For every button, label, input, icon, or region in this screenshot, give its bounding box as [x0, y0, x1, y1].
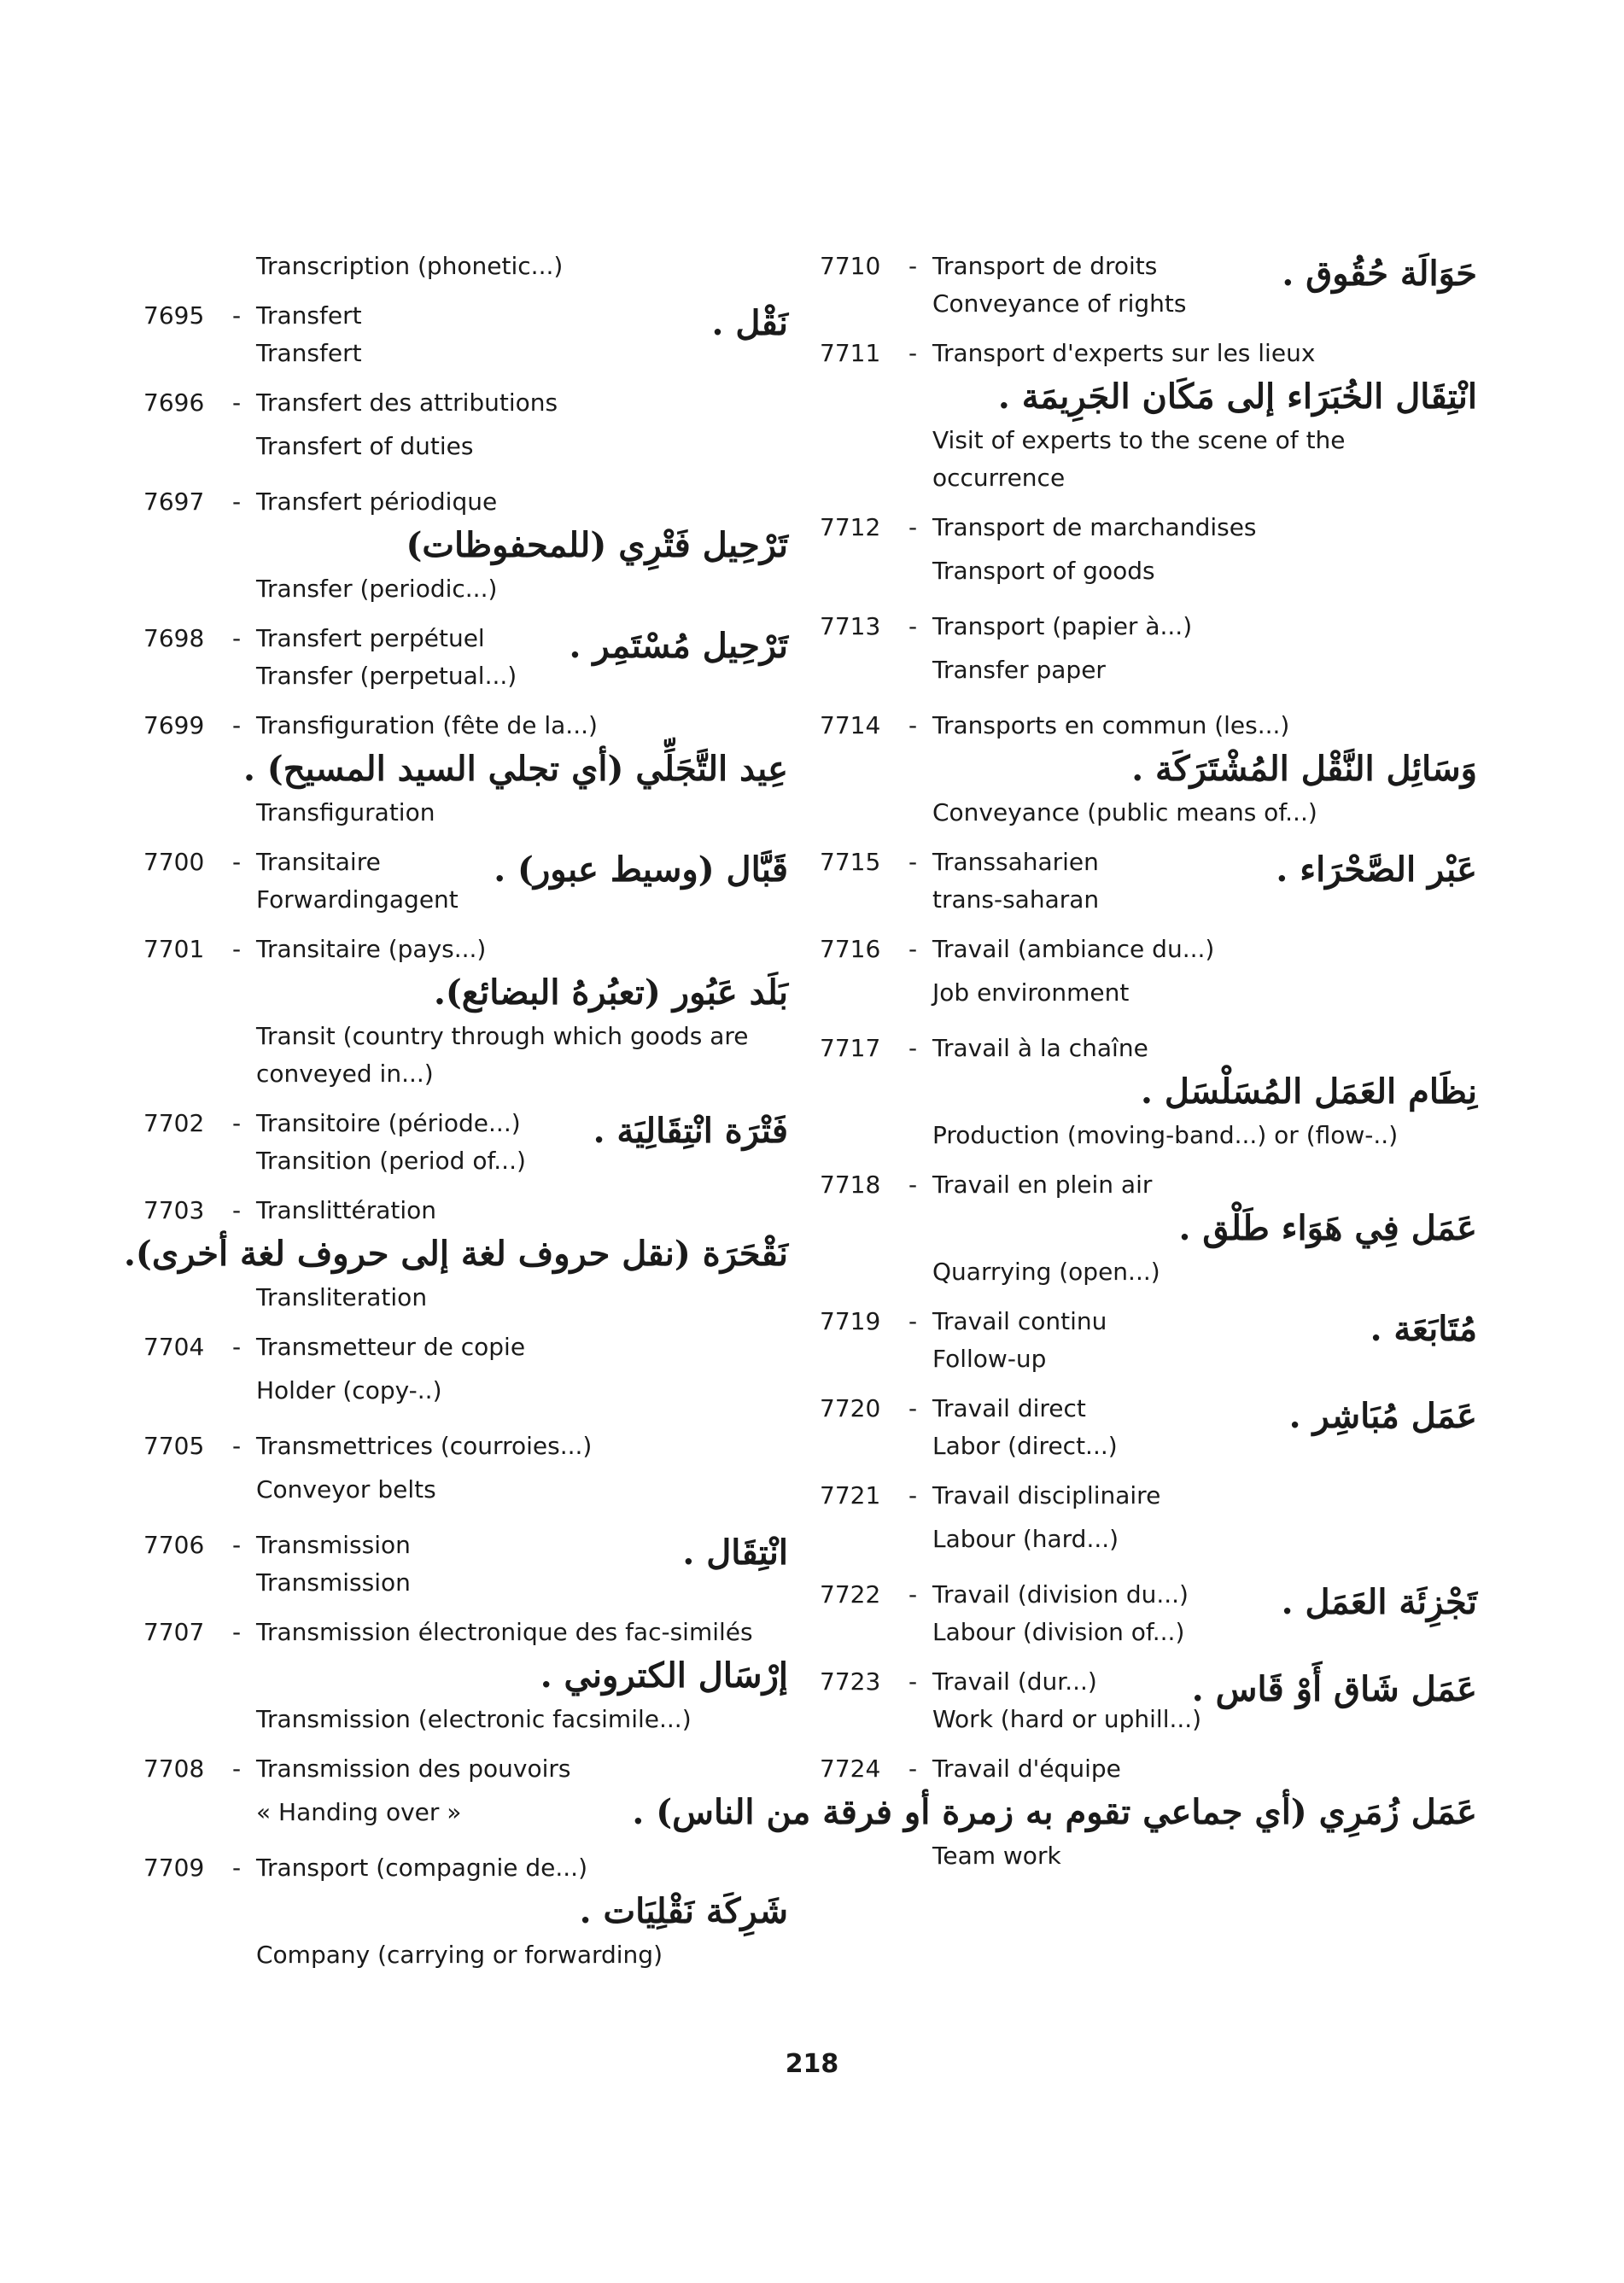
- entry-term-english: Company (carrying or forwarding): [256, 1941, 663, 1969]
- entry-term-english: Visit of experts to the scene of the occurrence: [932, 426, 1346, 492]
- dictionary-entry: [820, 1303, 1477, 1378]
- entry-spacer: [820, 323, 1477, 335]
- entry-number: 7709: [143, 1854, 205, 1882]
- dictionary-entry: [820, 1030, 1477, 1154]
- entry-dash: -: [232, 1854, 242, 1882]
- entry-term-arabic: قَبَّال (وسيط عبور) .: [494, 850, 788, 890]
- entry-dash: -: [232, 1333, 242, 1361]
- entry-spacer: [143, 1093, 788, 1105]
- entry-dash: -: [908, 1034, 918, 1062]
- entry-term-english: Holder (copy-..): [256, 1376, 442, 1404]
- entry-spacer: [820, 1738, 1477, 1750]
- dictionary-entry: [820, 509, 1477, 596]
- entry-spacer: [143, 919, 788, 931]
- entry-number: 7707: [143, 1618, 205, 1646]
- dictionary-entry: [143, 1527, 788, 1602]
- dictionary-entry: [143, 483, 788, 608]
- dictionary-entry: [820, 931, 1477, 1018]
- entry-term-english: Work (hard or uphill...): [932, 1705, 1202, 1733]
- entry-term-english: Transfer (perpetual...): [256, 662, 517, 690]
- entry-number: 7724: [820, 1755, 881, 1783]
- entry-term-english: Forwardingagent: [256, 885, 459, 914]
- entry-head: [820, 931, 1477, 968]
- entry-term-english: Conveyor belts: [256, 1475, 436, 1504]
- entry-term-french: Transitaire (pays...): [256, 935, 487, 963]
- entry-dash: -: [232, 488, 242, 516]
- entry-spacer: [820, 1564, 1477, 1576]
- entry-head: [143, 483, 788, 521]
- page-number: 218: [785, 2049, 839, 2079]
- entry-head: [820, 335, 1477, 372]
- entry-number: 7713: [820, 612, 881, 640]
- entry-term-arabic: عَمَل فِي هَوَاء طَلْق .: [1178, 1208, 1477, 1248]
- entry-term-english: Transition (period of...): [256, 1147, 526, 1175]
- entry-term-arabic: شَرِكَة نَقْلِيَات .: [579, 1891, 788, 1931]
- entry-dash: -: [232, 1531, 242, 1559]
- dictionary-entry: [143, 620, 788, 695]
- dictionary-entry: [143, 1428, 788, 1515]
- entry-spacer: [143, 608, 788, 620]
- entry-head: [820, 509, 1477, 546]
- entry-term-french: Travail continu: [932, 1307, 1107, 1335]
- entry-spacer: [820, 1378, 1477, 1390]
- entry-number: 7717: [820, 1034, 881, 1062]
- entry-term-arabic: عَبْر الصَّحْرَاء .: [1276, 850, 1477, 890]
- entry-dash: -: [908, 1755, 918, 1783]
- entry-term-english: Transmission (electronic facsimile...): [256, 1705, 692, 1733]
- entry-term-french: Transcription (phonetic...): [256, 252, 564, 280]
- dictionary-entry: [820, 844, 1477, 919]
- entry-term-english: Transfer (periodic...): [256, 575, 498, 603]
- entry-term-arabic: بَلَد عَبُور (تعبُرهُ البضائع).: [433, 972, 788, 1013]
- entry-term-french: Travail (ambiance du...): [932, 935, 1215, 963]
- entry-spacer: [820, 1875, 1477, 1887]
- entry-spacer: [143, 372, 788, 384]
- entry-term-arabic: إرْسَال الكتروني .: [540, 1655, 788, 1696]
- entry-spacer: [820, 1018, 1477, 1030]
- entry-number: 7700: [143, 848, 205, 876]
- entry-dash: -: [908, 252, 918, 280]
- entry-head: [143, 1428, 788, 1465]
- entry-dash: -: [232, 1196, 242, 1224]
- entry-number: 7702: [143, 1109, 205, 1137]
- entry-spacer: [143, 695, 788, 707]
- entry-term-french: Travail à la chaîne: [932, 1034, 1148, 1062]
- entry-term-arabic: عَمَل مُبَاشِر .: [1288, 1396, 1477, 1436]
- entry-number: 7712: [820, 513, 881, 541]
- entry-dash: -: [908, 848, 918, 876]
- entry-head: [143, 1328, 788, 1366]
- entry-term-arabic: تَرْحِيل مُسْتَمِر .: [569, 626, 788, 666]
- entry-term-french: Transmettrices (courroies...): [256, 1432, 593, 1460]
- entry-spacer: [820, 1154, 1477, 1166]
- entry-term-arabic: عَمَل زُمَرِي (أي جماعي تقوم به زمرة أو فرقة من الناس) .: [632, 1792, 1477, 1832]
- entry-term-english: Conveyance of rights: [932, 289, 1187, 318]
- entry-number: 7714: [820, 711, 881, 739]
- entry-head: [143, 1750, 788, 1788]
- entry-term-english: « Handing over »: [256, 1798, 462, 1826]
- entry-number: 7708: [143, 1755, 205, 1783]
- entry-term-english: Conveyance (public means of...): [932, 798, 1317, 826]
- entry-number: 7711: [820, 339, 881, 367]
- entry-spacer: [820, 497, 1477, 509]
- entry-dash: -: [908, 1307, 918, 1335]
- entry-dash: -: [232, 1618, 242, 1646]
- entry-number: 7721: [820, 1481, 881, 1509]
- entry-number: 7697: [143, 488, 205, 516]
- entry-dash: -: [908, 612, 918, 640]
- entry-term-french: Transsaharien: [932, 848, 1099, 876]
- dictionary-entry: [820, 1576, 1477, 1651]
- entry-term-french: Transitoire (période...): [256, 1109, 521, 1137]
- entry-spacer: [143, 1738, 788, 1750]
- entry-term-arabic: انْتِقَال .: [682, 1533, 788, 1573]
- entry-term-english: trans-saharan: [932, 885, 1100, 914]
- entry-term-french: Transfert perpétuel: [256, 624, 485, 652]
- entry-number: 7716: [820, 935, 881, 963]
- entry-number: 7701: [143, 935, 205, 963]
- entry-term-french: Transmission des pouvoirs: [256, 1755, 571, 1783]
- entry-term-arabic: وَسَائِل النَّقْل المُشْتَرَكَة .: [1131, 749, 1477, 789]
- entry-number: 7696: [143, 388, 205, 417]
- dictionary-entry: [143, 844, 788, 919]
- entry-dash: -: [908, 1394, 918, 1422]
- entry-spacer: [820, 1291, 1477, 1303]
- entry-term-arabic: نِظَام العَمَل المُسَلْسَل .: [1141, 1071, 1477, 1112]
- entry-spacer: [820, 695, 1477, 707]
- entry-term-english: Transfiguration: [256, 798, 435, 826]
- entry-spacer: [143, 1602, 788, 1614]
- entry-term-french: Transitaire: [256, 848, 381, 876]
- entry-term-english: Transmission: [256, 1568, 411, 1597]
- entry-spacer: [820, 919, 1477, 931]
- entry-spacer: [143, 1974, 788, 1986]
- entry-term-english: Transfert: [256, 339, 362, 367]
- dictionary-entry: [143, 248, 788, 285]
- left-column: [123, 248, 788, 1986]
- entry-term-french: Transfert: [256, 301, 362, 330]
- dictionary-entry: [143, 707, 788, 832]
- entry-term-french: Transport d'experts sur les lieux: [932, 339, 1316, 367]
- entry-spacer: [143, 832, 788, 844]
- entry-term-french: Transfert périodique: [256, 488, 498, 516]
- entry-head: [820, 707, 1477, 744]
- entry-dash: -: [232, 301, 242, 330]
- entry-number: 7719: [820, 1307, 881, 1335]
- dictionary-entry: [143, 1105, 788, 1180]
- entry-number: 7699: [143, 711, 205, 739]
- entry-term-french: Transports en commun (les...): [932, 711, 1290, 739]
- dictionary-entry: [820, 1477, 1477, 1564]
- entry-term-english: Labour (hard...): [932, 1525, 1119, 1553]
- entry-term-french: Transfert des attributions: [256, 388, 558, 417]
- dictionary-entry: [143, 1614, 788, 1738]
- entry-head: [820, 608, 1477, 645]
- dictionary-entry: [143, 384, 788, 471]
- dictionary-entry: [820, 707, 1477, 832]
- entry-head: [143, 248, 788, 285]
- entry-term-french: Travail (division du...): [932, 1580, 1189, 1609]
- entry-term-french: Transport (compagnie de...): [256, 1854, 587, 1882]
- entry-number: 7723: [820, 1667, 881, 1696]
- entry-number: 7695: [143, 301, 205, 330]
- entry-dash: -: [908, 935, 918, 963]
- dictionary-entry: [632, 1750, 1477, 1875]
- entry-spacer: [820, 832, 1477, 844]
- entry-spacer: [143, 1515, 788, 1527]
- entry-dash: -: [232, 848, 242, 876]
- entry-term-english: Transit (country through which goods are conveyed in...): [256, 1022, 749, 1088]
- entry-number: 7722: [820, 1580, 881, 1609]
- entry-number: 7715: [820, 848, 881, 876]
- entry-term-french: Travail disciplinaire: [932, 1481, 1161, 1509]
- entry-term-french: Transport de droits: [932, 252, 1158, 280]
- entry-dash: -: [908, 339, 918, 367]
- dictionary-entry: [820, 1390, 1477, 1465]
- entry-term-french: Transport (papier à...): [932, 612, 1193, 640]
- entry-head: [143, 1192, 788, 1229]
- entry-head: [143, 1614, 788, 1651]
- entry-dash: -: [232, 624, 242, 652]
- entry-term-english: Team work: [932, 1842, 1061, 1870]
- entry-dash: -: [908, 1481, 918, 1509]
- entry-head: [143, 931, 788, 968]
- entry-number: 7720: [820, 1394, 881, 1422]
- entry-term-french: Transfiguration (fête de la...): [256, 711, 598, 739]
- entry-term-english: Transport of goods: [932, 557, 1155, 585]
- dictionary-entry: [820, 1663, 1477, 1738]
- dictionary-entry: [143, 1849, 788, 1974]
- entry-term-english: Quarrying (open...): [932, 1258, 1160, 1286]
- entry-term-french: Travail direct: [932, 1394, 1086, 1422]
- entry-number: 7704: [143, 1333, 205, 1361]
- entry-term-english: Transliteration: [256, 1283, 428, 1311]
- entry-spacer: [820, 596, 1477, 608]
- entry-term-french: Translittération: [256, 1196, 437, 1224]
- entry-number: 7703: [143, 1196, 205, 1224]
- entry-spacer: [143, 1180, 788, 1192]
- entry-term-arabic: تَجْزِئَة العَمَل .: [1281, 1582, 1477, 1622]
- entry-term-english: Transfer paper: [932, 656, 1106, 684]
- entry-term-arabic: فَتْرَة انْتِقَالِيَة .: [593, 1111, 788, 1151]
- entry-spacer: [143, 1837, 788, 1849]
- entry-spacer: [143, 1317, 788, 1328]
- entry-term-french: Transmission: [256, 1531, 411, 1559]
- entry-term-french: Transport de marchandises: [932, 513, 1257, 541]
- entry-term-arabic: عِيد التَّجَلِّي (أي تجلي السيد المسيح) .: [242, 749, 788, 789]
- entry-term-english: Job environment: [932, 978, 1130, 1007]
- entry-term-arabic: مُتَابَعَة .: [1370, 1309, 1477, 1349]
- entry-number: 7698: [143, 624, 205, 652]
- entry-head: [820, 1477, 1477, 1515]
- dictionary-entry: [143, 931, 788, 1093]
- entry-term-french: Transmission électronique des fac-similés: [256, 1618, 753, 1646]
- entry-spacer: [143, 471, 788, 483]
- entry-spacer: [820, 1651, 1477, 1663]
- entry-dash: -: [908, 711, 918, 739]
- entry-dash: -: [232, 711, 242, 739]
- entry-term-arabic: نَقْحَرَة (نقل حروف لغة إلى حروف لغة أخرى).: [123, 1234, 788, 1274]
- entry-number: 7718: [820, 1171, 881, 1199]
- dictionary-entry: [820, 1166, 1477, 1291]
- entry-term-arabic: تَرْحِيل فَتْرِي (للمحفوظات): [406, 525, 788, 565]
- entry-term-english: Production (moving-band...) or (flow-..): [932, 1121, 1399, 1149]
- entry-term-arabic: نَقْل .: [711, 303, 788, 343]
- entry-head: [820, 1166, 1477, 1204]
- entry-dash: -: [232, 388, 242, 417]
- entry-term-arabic: عَمَل شَاق أَوْ قَاس .: [1191, 1669, 1477, 1709]
- entry-dash: -: [908, 1171, 918, 1199]
- entry-number: 7705: [143, 1432, 205, 1460]
- entry-dash: -: [908, 513, 918, 541]
- entry-term-french: Travail d'équipe: [932, 1755, 1121, 1783]
- dictionary-entry: [820, 335, 1477, 497]
- entry-dash: -: [232, 1109, 242, 1137]
- dictionary-entry: [820, 248, 1477, 323]
- entry-term-english: Follow-up: [932, 1345, 1047, 1373]
- entry-head: [820, 1750, 1477, 1788]
- dictionary-entry: [123, 1192, 788, 1317]
- entry-dash: -: [232, 935, 242, 963]
- entry-head: [820, 1030, 1477, 1067]
- entry-dash: -: [908, 1580, 918, 1609]
- entry-dash: -: [232, 1432, 242, 1460]
- entry-term-arabic: انْتِقَال الخُبَرَاء إلى مَكَان الجَرِيمَة .: [997, 377, 1477, 417]
- entry-head: [143, 707, 788, 744]
- entry-spacer: [143, 285, 788, 297]
- entry-term-arabic: حَوَالَة حُقُوق .: [1282, 254, 1477, 294]
- dictionary-entry: [143, 1328, 788, 1416]
- entry-number: 7706: [143, 1531, 205, 1559]
- entry-head: [143, 297, 788, 335]
- entry-head: [143, 384, 788, 422]
- dictionary-entry: [820, 608, 1477, 695]
- entry-term-french: Travail (dur...): [932, 1667, 1097, 1696]
- entry-term-french: Transmetteur de copie: [256, 1333, 526, 1361]
- entry-number: 7710: [820, 252, 881, 280]
- entry-term-english: Labour (division of...): [932, 1618, 1185, 1646]
- entry-term-french: Travail en plein air: [932, 1171, 1153, 1199]
- entry-spacer: [820, 1465, 1477, 1477]
- entry-term-english: Labor (direct...): [932, 1432, 1118, 1460]
- entry-dash: -: [232, 1755, 242, 1783]
- entry-spacer: [143, 1416, 788, 1428]
- dictionary-entry: [143, 297, 788, 372]
- entry-dash: -: [908, 1667, 918, 1696]
- entry-term-english: Transfert of duties: [256, 432, 474, 460]
- entry-head: [143, 1849, 788, 1887]
